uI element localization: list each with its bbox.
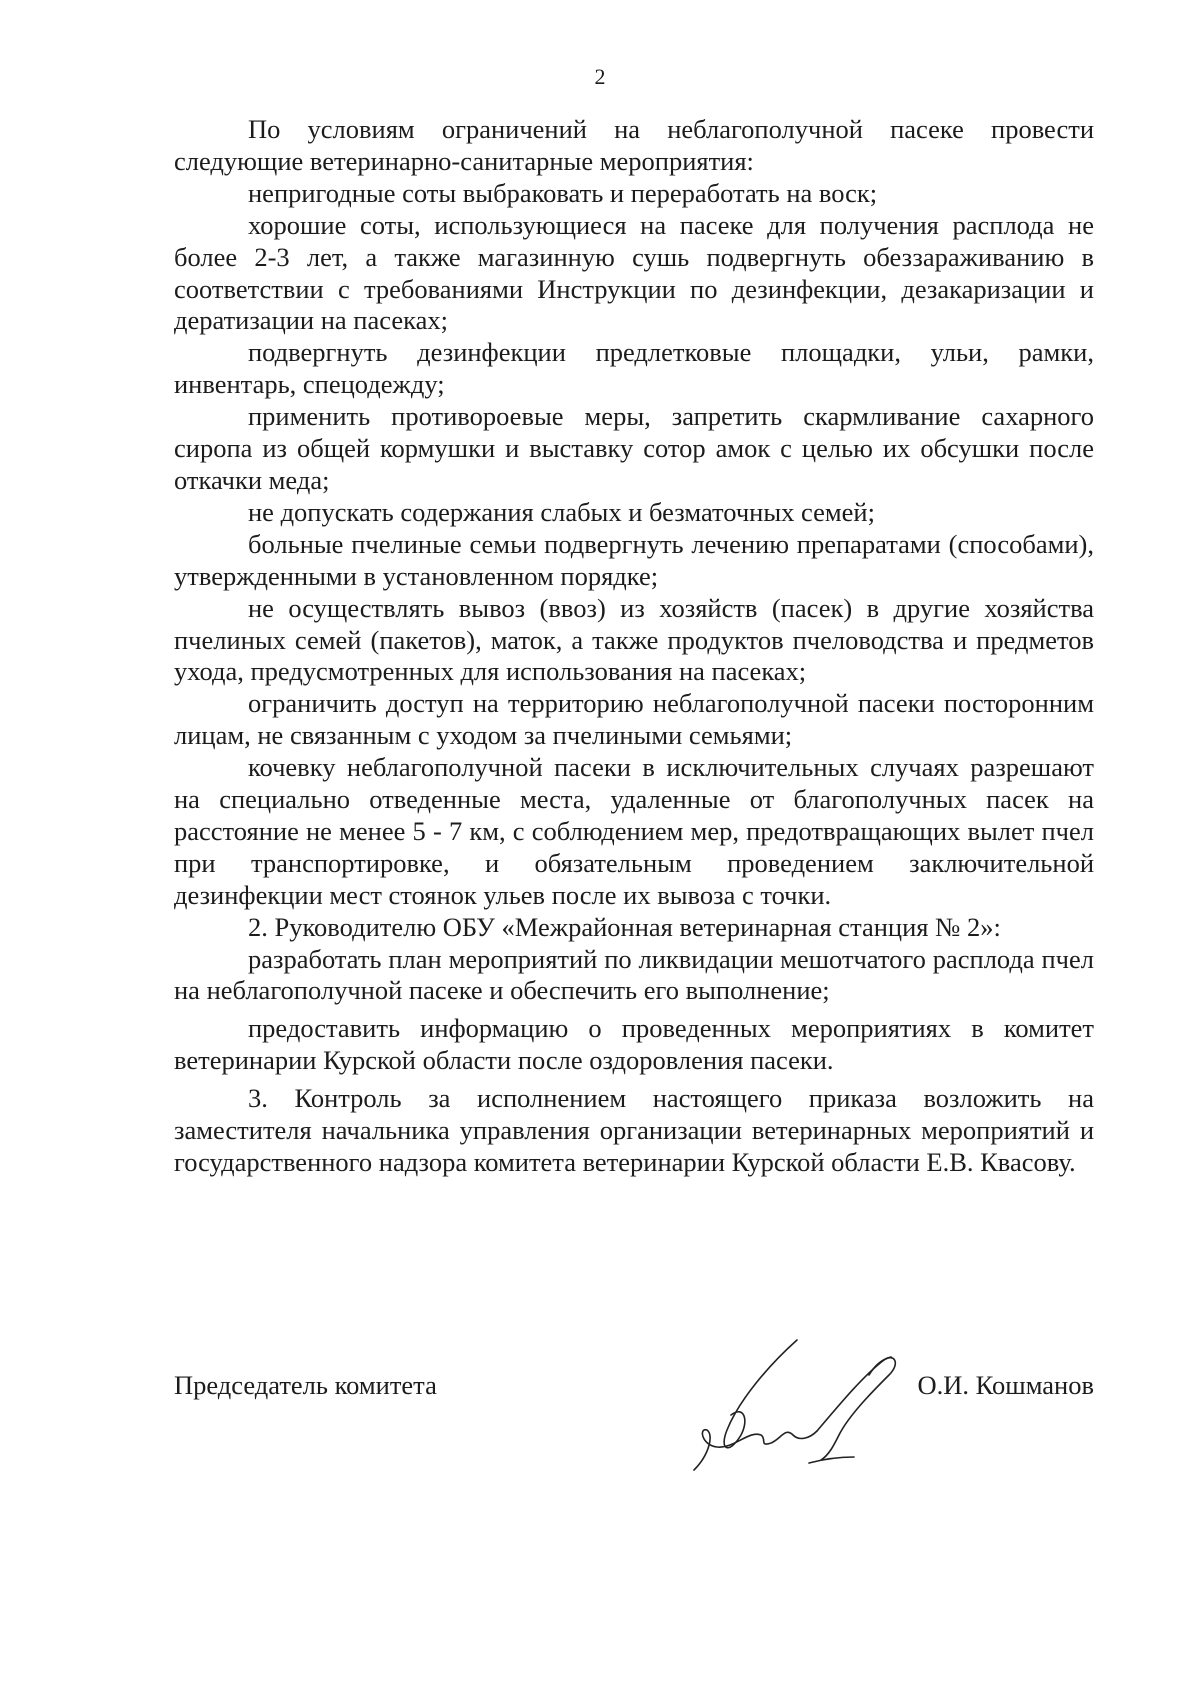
paragraph-report: предоставить информацию о проведенных мероприятиях в комитет ветеринарии Курской области после оздоровления пасеки. <box>174 1013 1094 1076</box>
page-number: 2 <box>594 64 606 89</box>
paragraph-item-3: 3. Контроль за исполнением настоящего приказа возложить на заместителя начальника управления организации ветеринарных мероприятий и государственного надзора комитета ветеринарии Курской области Е.В. Квасову. <box>174 1083 1094 1177</box>
paragraph-anti-swarm: применить противороевые меры, запретить скармливание сахарного сиропа из общей кормушки и выставку сотор амок с целью их обсушки после откачки меда; <box>174 401 1094 495</box>
paragraph-combs-reject: непригодные соты выбраковать и переработать на воск; <box>248 177 878 208</box>
signer-name: О.И. Кошманов <box>917 1370 1094 1400</box>
paragraph-transport-ban: не осуществлять вывоз (ввоз) из хозяйств (пасек) в другие хозяйства пчелиных семей (пакетов), маток, а также продуктов пчеловодства и предметов ухода, предусмотренных для использования на пасеках; <box>174 592 1094 687</box>
signer-title: Председатель комитета <box>174 1370 437 1400</box>
signature-block <box>174 1370 1094 1500</box>
paragraph-treatment: больные пчелиные семьи подвергнуть лечению препаратами (способами), утвержденными в установленном порядке; <box>174 528 1094 591</box>
paragraph-combs-disinfect: хорошие соты, использующиеся на пасеке для получения расплода не более 2-3 лет, а также магазинную сушь подвергнуть обеззараживанию в соответствии с требованиями Инструкции по дезинфекции, дезакаризации и дератизации на пасеках; <box>174 209 1094 336</box>
paragraph-item-2: 2. Руководителю ОБУ «Межрайонная ветеринарная станция № 2»: <box>248 911 1001 942</box>
document-body <box>174 114 1094 1179</box>
paragraph-equipment-disinfect: подвергнуть дезинфекции предлетковые площадки, ульи, рамки, инвентарь, спецодежду; <box>174 337 1094 400</box>
paragraph-plan: разработать план мероприятий по ликвидации мешотчатого расплода пчел на неблагополучной пасеке и обеспечить его выполнение; <box>174 943 1094 1006</box>
handwritten-signature <box>689 1335 919 1475</box>
paragraph-intro: По условиям ограничений на неблагополучной пасеке провести следующие ветеринарно-санитарные мероприятия: <box>174 114 1094 176</box>
paragraph-weak-colonies: не допускать содержания слабых и безматочных семей; <box>248 496 875 527</box>
paragraph-access-limit: ограничить доступ на территорию неблагополучной пасеки посторонним лицам, не связанным с уходом за пчелиными семьями; <box>174 688 1094 751</box>
paragraph-nomadic: кочевку неблагополучной пасеки в исключительных случаях разрешают на специально отведенные места, удаленные от благополучных пасек на расстояние не менее 5 - 7 км, с соблюдением мер, предотвращающих вылет пчел при транспортировке, и обязательным проведением заключительной дезинфекции мест стоянок ульев после их вывоза с точки. <box>174 752 1094 910</box>
